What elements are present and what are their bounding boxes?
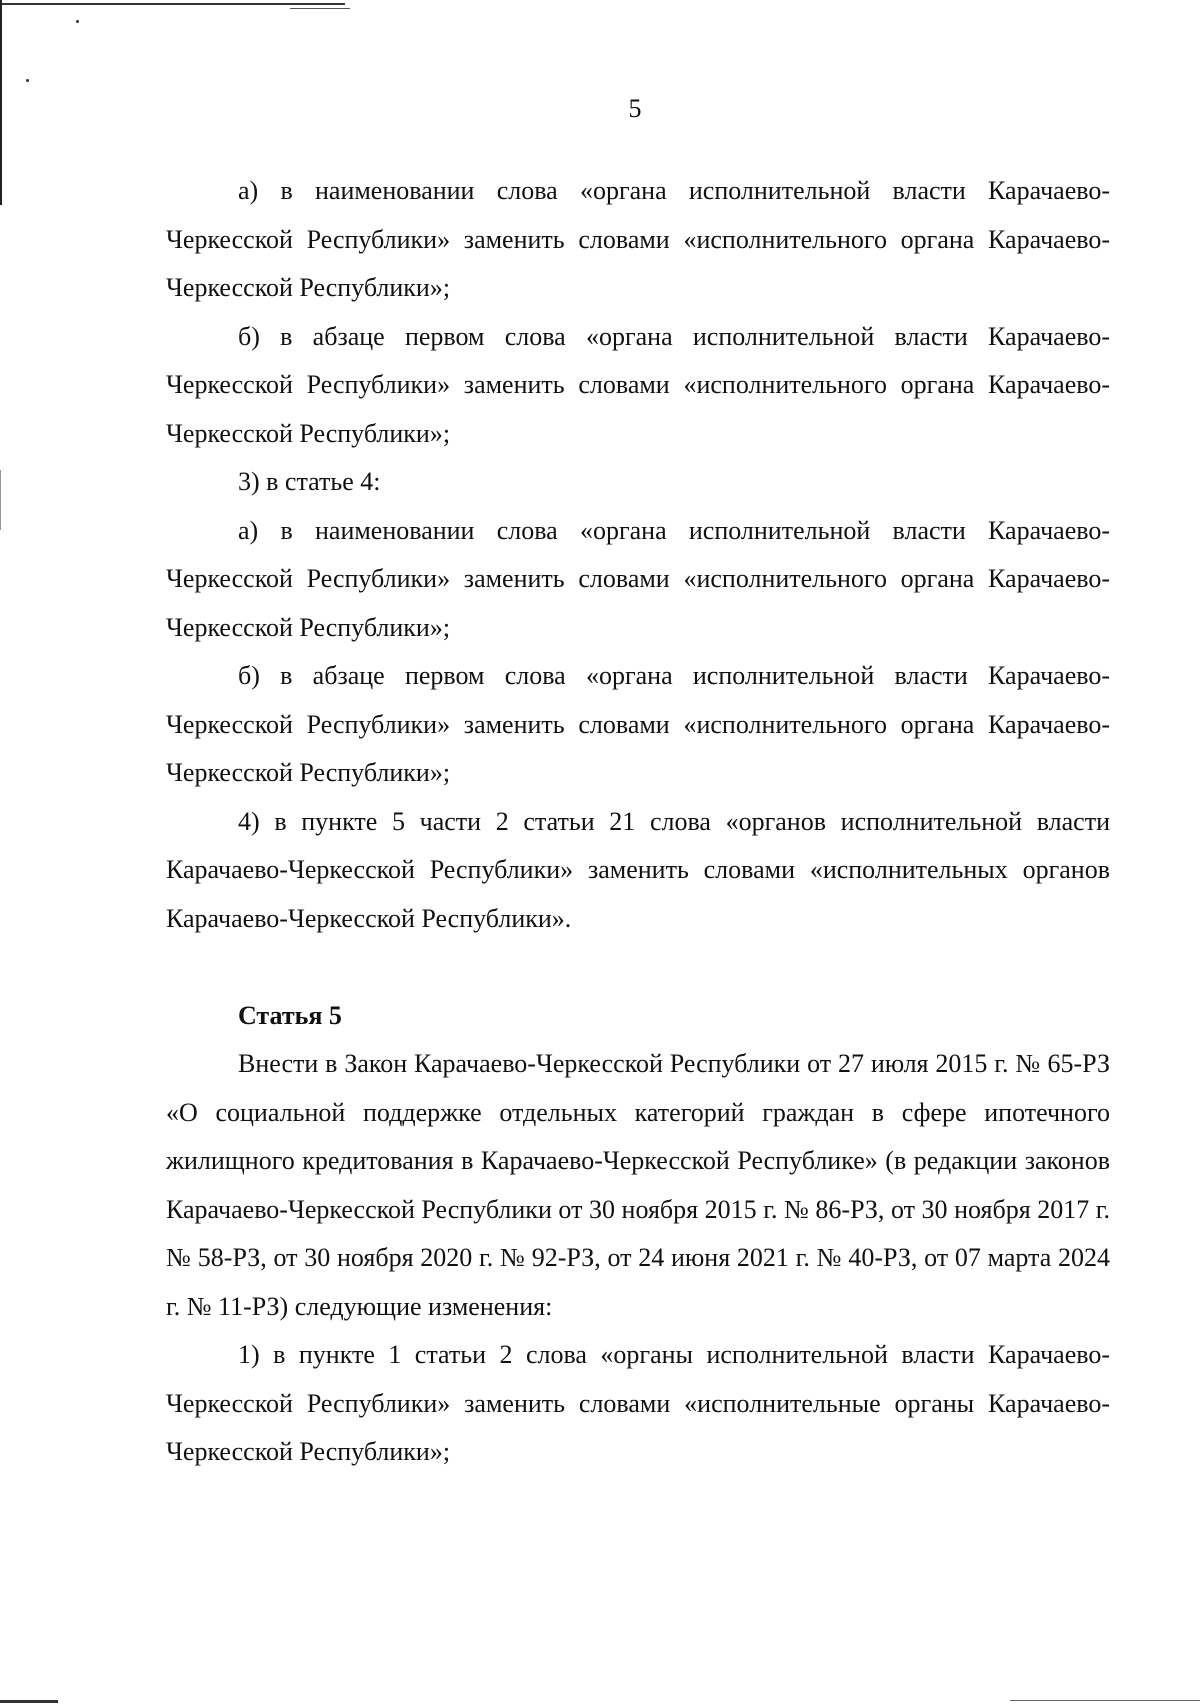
paragraph: 1) в пункте 1 статьи 2 слова «органы исполнительной власти Карачаево-Черкесской Республики» заменить словами «исполнительные органы Карачаево-Черкесской Республики»; [166,1340,1110,1466]
paragraph: 3) в статье 4: [238,467,381,496]
scan-artifact-line [290,8,350,9]
paragraph: б) в абзаце первом слова «органа исполнительной власти Карачаево-Черкесской Республики» заменить словами «исполнительного органа Карачаево-Черкесской Республики»; [166,661,1110,787]
paragraph: 4) в пункте 5 части 2 статьи 21 слова «органов исполнительной власти Карачаево-Черкесской Республики» заменить словами «исполнительных органов Карачаево-Черкесской Республики». [166,806,1110,933]
document-body [166,167,1110,1477]
page-number: 5 [628,94,642,123]
scan-artifact-line [0,1700,58,1703]
paragraph: а) в наименовании слова «органа исполнительной власти Карачаево-Черкесской Республики» заменить словами «исполнительного органа Карачаево-Черкесской Республики»; [166,515,1110,642]
paragraph: Внести в Закон Карачаево-Черкесской Республики от 27 июля 2015 г. № 65-РЗ «О социальной поддержке отдельных категорий граждан в сфере ипотечного жилищного кредитования в Карачаево-Черкесской Республике» (в редакции законов Карачаево-Черкесской Республики от 30 ноября 2015 г. № 86-РЗ, от 30 ноября 2017 г. № 58-РЗ, от 30 ноября 2020 г. № 92-РЗ, от 24 июня 2021 г. № 40-РЗ, от 07 марта 2024 г. № 11-РЗ) следующие изменения: [166,1049,1110,1321]
scan-artifact-dot [26,79,29,82]
scan-artifact-line [0,3,345,5]
scan-artifact-line [1010,1700,1200,1701]
paragraph: б) в абзаце первом слова «органа исполнительной власти Карачаево-Черкесской Республики» заменить словами «исполнительного органа Карачаево-Черкесской Республики»; [166,321,1110,448]
paragraph: а) в наименовании слова «органа исполнительной власти Карачаево-Черкесской Республики» заменить словами «исполнительного органа Карачаево-Черкесской Республики»; [166,176,1110,302]
article-heading: Статья 5 [238,1000,342,1030]
scan-artifact-dot [76,20,79,23]
scan-artifact-line [0,470,1,530]
